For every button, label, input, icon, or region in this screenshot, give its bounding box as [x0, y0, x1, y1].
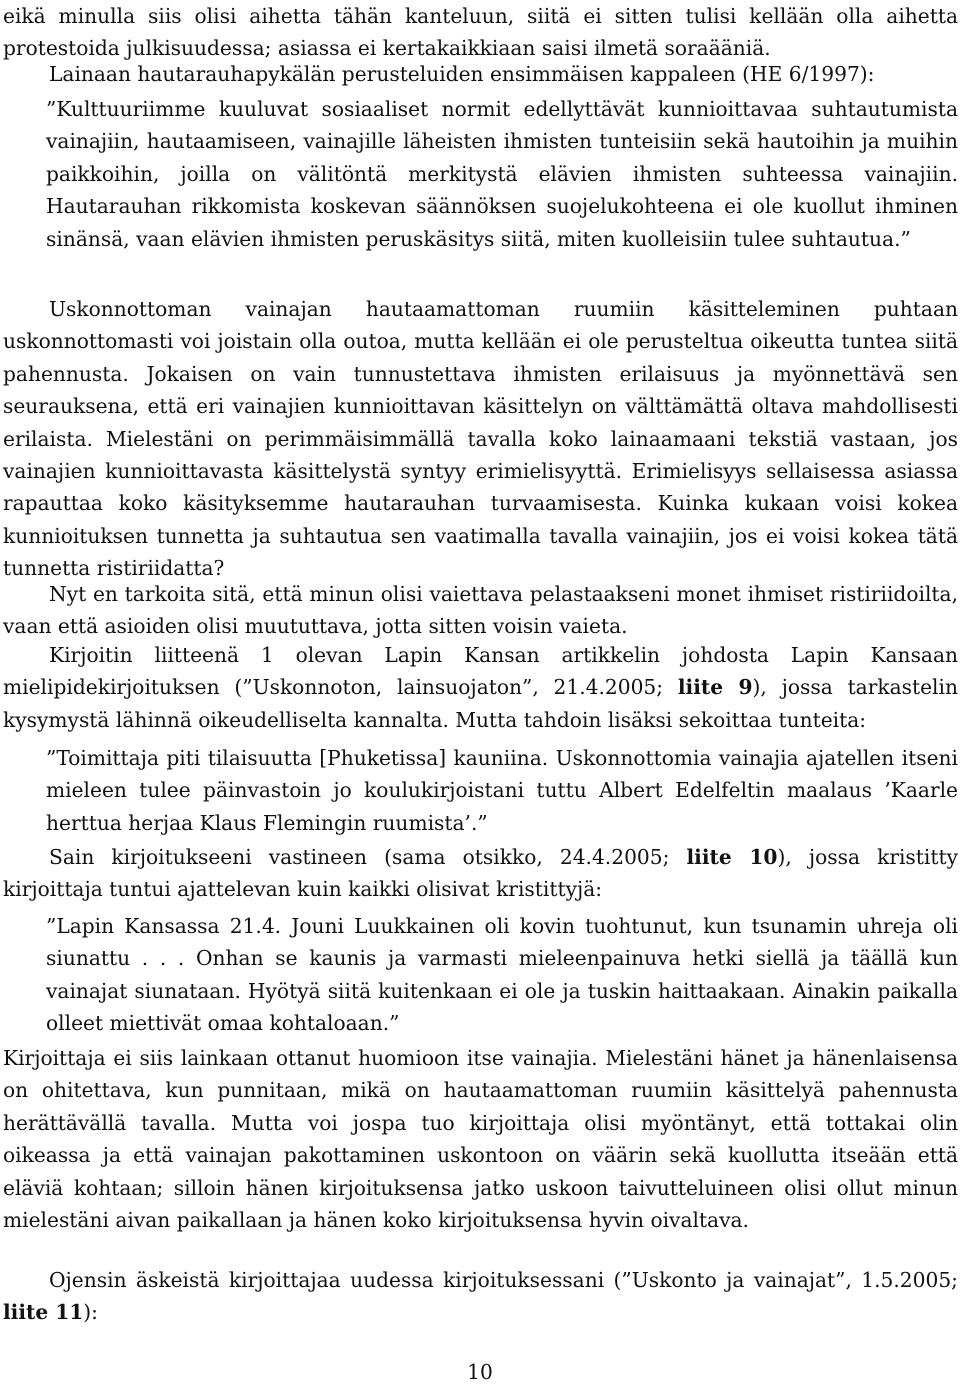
- paragraph-text: Lainaan hautarauhapykälän perusteluiden ensimmäisen kappaleen (HE 6/1997):: [49, 62, 875, 86]
- paragraph-text: [3, 1264, 958, 1329]
- text-segment: Kirjoitin liitteenä 1 olevan Lapin Kansan artikkelin johdosta Lapin Kansaan mielipidekirjoituksen (”Uskonnoton, lainsuojaton”, 21.4.2005;: [3, 643, 958, 700]
- page-number: 10: [467, 1360, 493, 1384]
- block-quote-2: [46, 742, 958, 839]
- paragraph-ojensin: [3, 1264, 958, 1329]
- paragraph-continuation: [3, 0, 958, 65]
- text-segment: Ojensin äskeistä kirjoittajaa uudessa kirjoituksessani (”Uskonto ja vainajat”, 1.5.2005;: [49, 1268, 958, 1292]
- quote-text: ”Toimittaja piti tilaisuutta [Phuketissa] kauniina. Uskonnottomia vainajia ajatellen itseni mieleen tulee päinvastoin jo koulukirjoistani tuttu Albert Edelfeltin maalaus ’Kaarle herttua herjaa Klaus Flemingin ruumista’.”: [46, 746, 958, 835]
- text-segment: ), jossa kristitty kirjoittaja tuntui ajattelevan kuin kaikki olisivat kristittyjä:: [3, 845, 958, 902]
- quote-text: ”Kulttuuriimme kuuluvat sosiaaliset normit edellyttävät kunnioittavaa suhtautumista vainajiin, hautaamiseen, vainajille läheisten ihmisten tunteisiin sekä hautoihin ja muihin paikkoihin, joilla on välitöntä merkitystä elävien ihmisten suhteessa vainajiin. Hautarauhan rikkomista koskevan säännöksen suojelukohteena ei ole kuollut ihminen sinänsä, vaan elävien ihmisten peruskäsitys siitä, miten kuolleisiin tulee suhtautua.”: [46, 97, 958, 251]
- appendix-reference: liite 11: [3, 1300, 84, 1325]
- quote-text: ”Lapin Kansassa 21.4. Jouni Luukkainen oli kovin tuohtunut, kun tsunamin uhreja oli siunattu . . . Onhan se kaunis ja varmasti mieleenpainuva hetki siellä ja täällä kun vainajat siunataan. Hyötyä siitä kuitenkaan ei ole ja tuskin haittaakaan. Ainakin paikalla olleet miettivät omaa kohtaloaan.”: [46, 914, 958, 1036]
- paragraph-sain: [3, 841, 958, 906]
- paragraph-kirjoitin: [3, 639, 958, 736]
- text-segment: ), jossa tarkastelin kysymystä lähinnä oikeudelliselta kannalta. Mutta tahdoin lisäksi sekoittaa tunteita:: [3, 675, 958, 732]
- paragraph-text: Uskonnottoman vainajan hautaamattoman ruumiin käsitteleminen puhtaan uskonnottomasti voi joistain olla outoa, mutta kellään ei ole perusteltua oikeutta tuntea siitä pahennusta. Jokaisen on vain tunnustettava ihmisten erilaisuus ja myönnettävä sen seurauksena, että eri vainajien kunnioittavan käsittelyn on välttämättä oltava mahdollisesti erilaista. Mielestäni on perimmäisimmällä tavalla koko lainaamaani tekstiä vastaan, jos vainajien kunnioittavasta käsittelystä syntyy erimielisyyttä. Erimielisyys sellaisessa asiassa rapauttaa koko käsityksemme hautarauhan turvaamisesta. Kuinka kukaan voisi kokea kunnioituksen tunnetta ja suhtautua sen vaatimalla tavalla vainajiin, jos ei voisi kokea tätä tunnetta ristiriidatta?: [3, 297, 958, 581]
- text-segment: Sain kirjoitukseeni vastineen (sama otsikko, 24.4.2005;: [49, 845, 687, 869]
- block-quote-3: [46, 910, 958, 1040]
- paragraph-text: Nyt en tarkoita sitä, että minun olisi vaiettava pelastaakseni monet ihmiset ristiriidoilta, vaan että asioiden olisi muututtava, jotta sitten voisin vaieta.: [3, 582, 958, 639]
- paragraph-nyt-en: [3, 578, 958, 643]
- paragraph-text: [3, 639, 958, 736]
- paragraph-uskonnottoman: [3, 293, 958, 585]
- paragraph-kirjoittaja: [3, 1042, 958, 1236]
- paragraph-text: [3, 841, 958, 906]
- paragraph-text: eikä minulla siis olisi aihetta tähän kanteluun, siitä ei sitten tulisi kellään olla aihetta protestoida julkisuudessa; asiassa ei kertakaikkiaan saisi ilmetä soraääniä.: [3, 4, 958, 61]
- paragraph-text: Kirjoittaja ei siis lainkaan ottanut huomioon itse vainajia. Mielestäni hänet ja hänenlaisensa on ohitettava, kun punnitaan, mikä on hautaamattoman ruumiin käsittelyä pahennusta herättävällä tavalla. Mutta voi jospa tuo kirjoittaja olisi myöntänyt, että tottakai olin oikeassa ja että vainajan pakottaminen uskontoon on väärin sekä kuollutta itseään että eläviä kohtaan; silloin hänen kirjoituksensa jatko uskoon taivutteluineen olisi ollut minun mielestäni aivan paikallaan ja hänen koko kirjoituksensa hyvin oivaltava.: [3, 1046, 958, 1233]
- text-segment: ):: [83, 1300, 98, 1325]
- block-quote-1: [46, 93, 958, 255]
- appendix-reference: liite 9: [677, 675, 753, 700]
- appendix-reference: liite 10: [686, 845, 778, 869]
- paragraph-quote-intro: [3, 58, 958, 90]
